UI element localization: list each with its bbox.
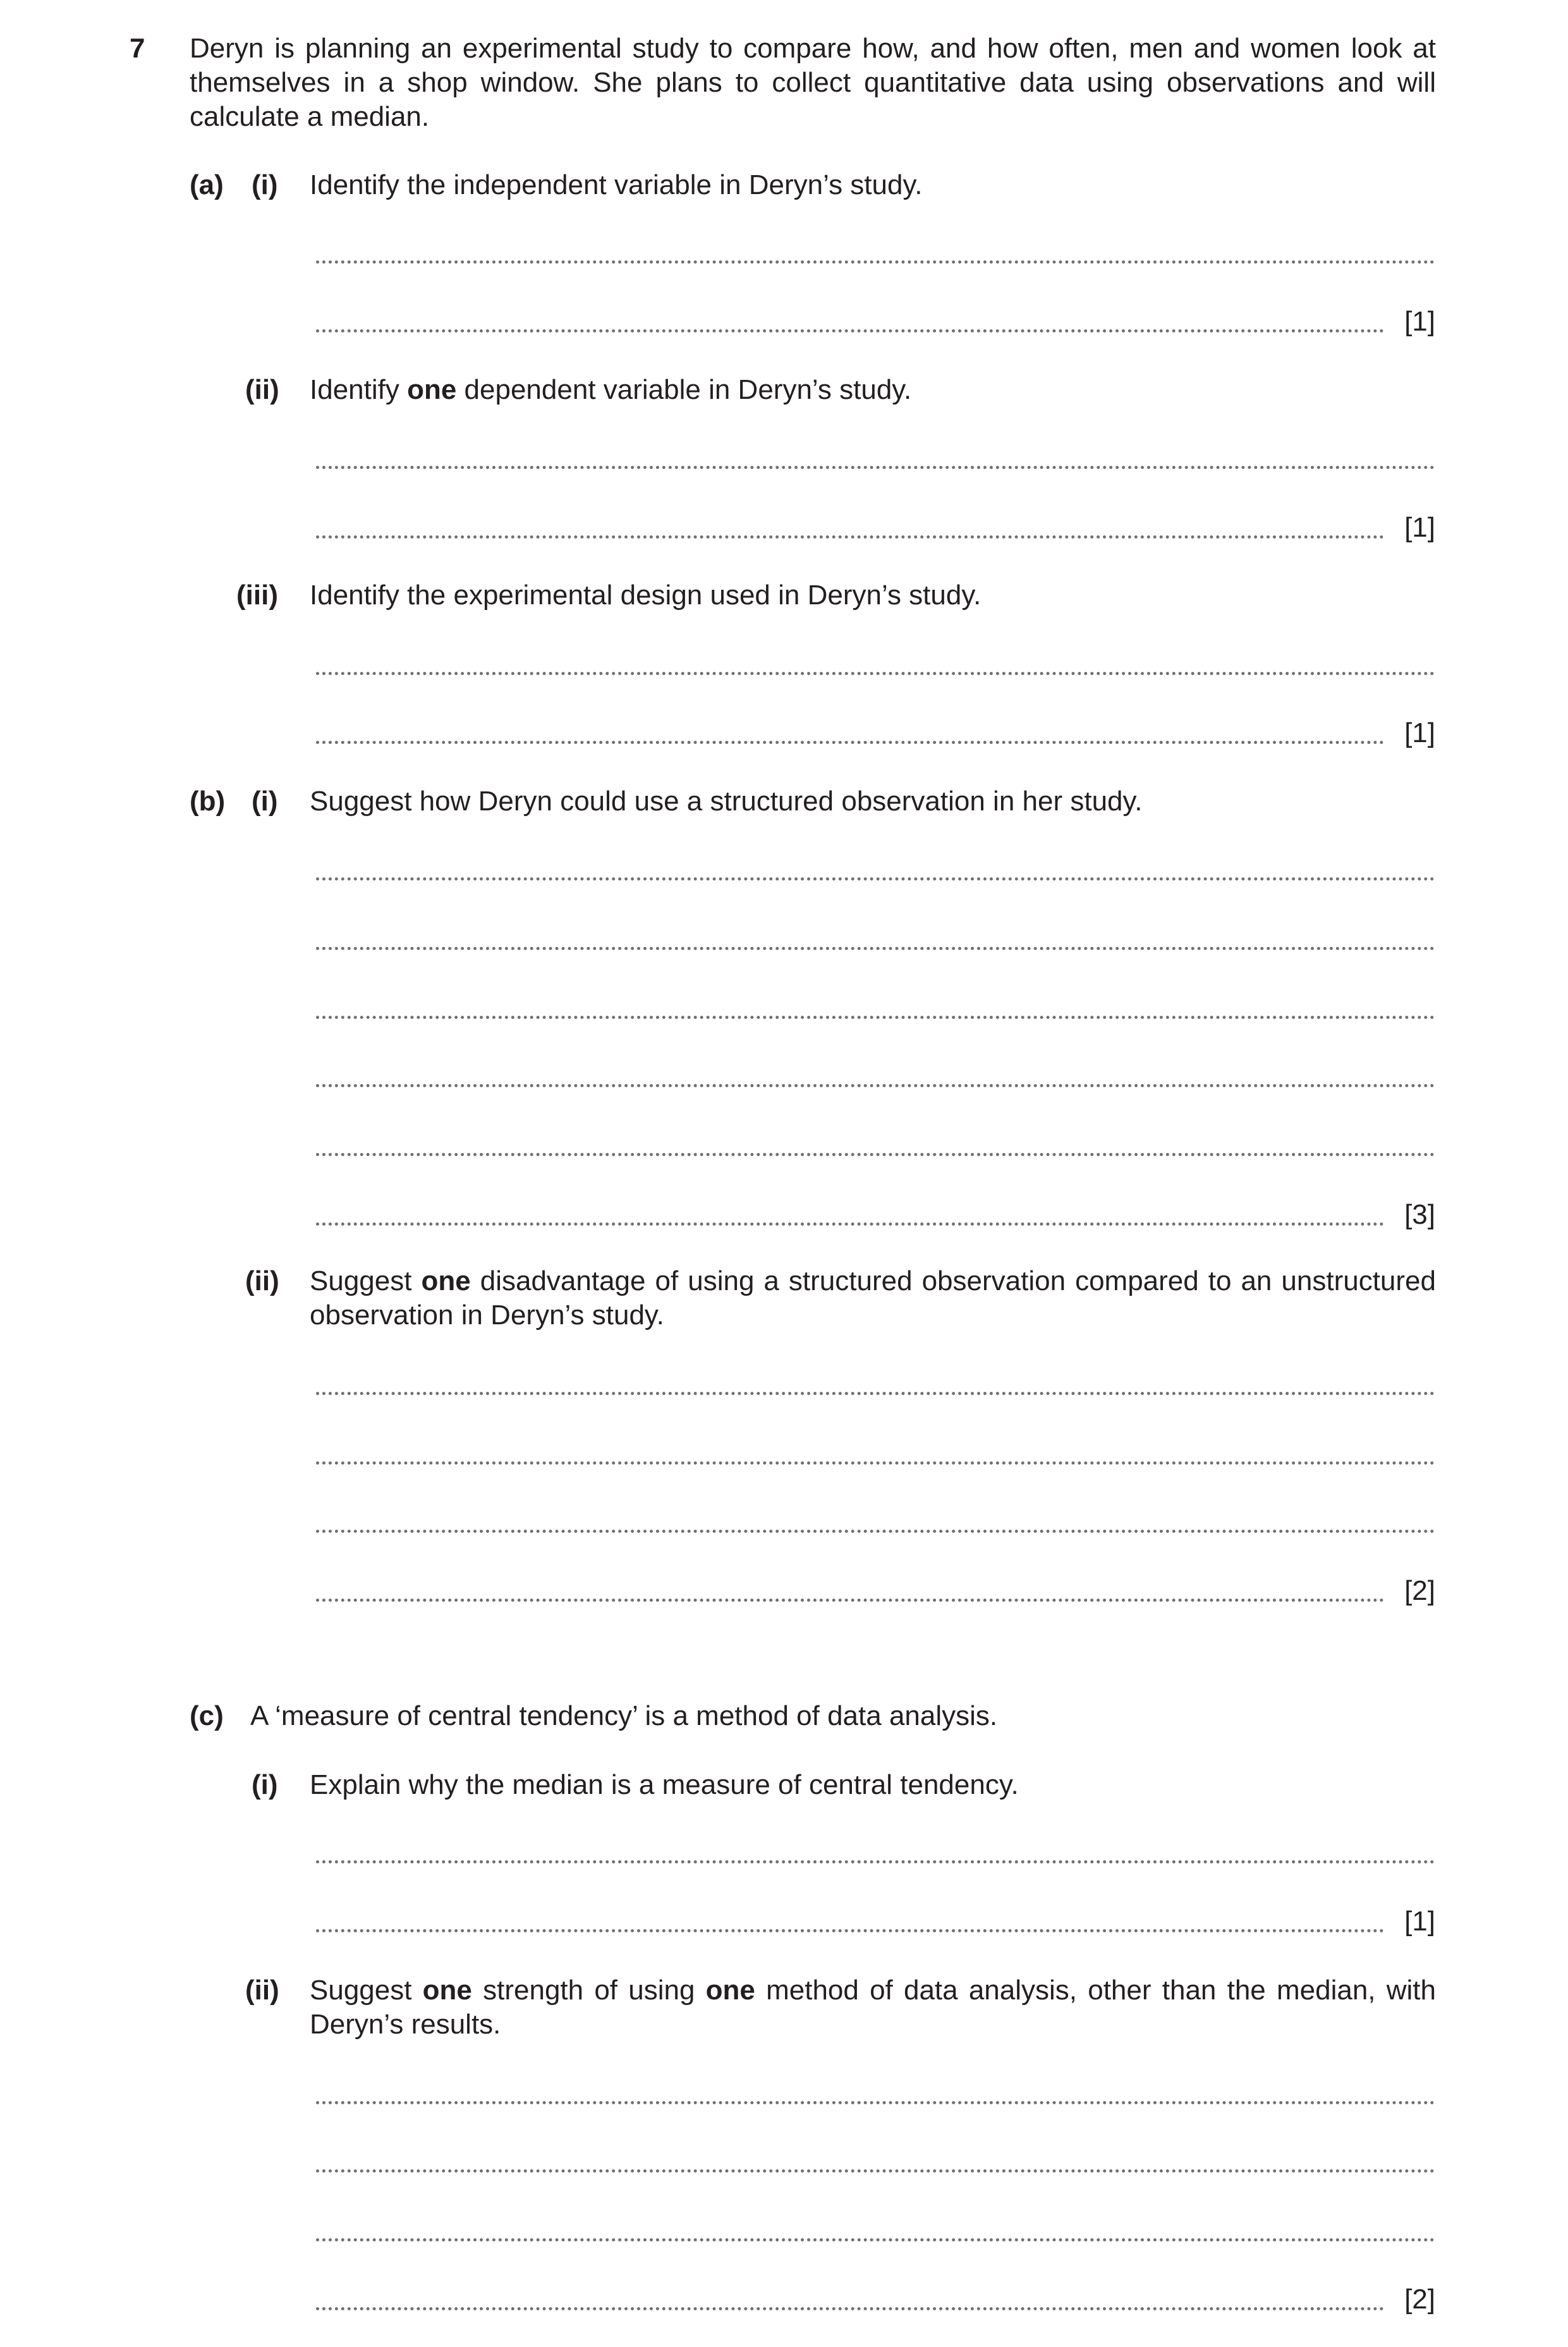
answer-line[interactable] bbox=[316, 672, 1435, 675]
answer-line[interactable] bbox=[316, 877, 1435, 881]
answer-line[interactable] bbox=[316, 1153, 1435, 1156]
part-b-label: (b) bbox=[190, 786, 226, 817]
answer-line[interactable] bbox=[316, 947, 1435, 950]
question-number: 7 bbox=[130, 33, 145, 64]
part-b-i-label: (i) bbox=[252, 786, 278, 817]
answer-line[interactable] bbox=[316, 1860, 1435, 1863]
answer-line[interactable] bbox=[316, 1222, 1384, 1226]
marks-badge: [1] bbox=[1404, 512, 1435, 543]
part-c-ii-label: (ii) bbox=[245, 1975, 279, 2006]
answer-line[interactable] bbox=[316, 466, 1435, 469]
answer-line[interactable] bbox=[316, 2169, 1435, 2173]
part-c-ii-prompt: Suggest one strength of using one method of data analysis, other than the median, with Deryn’s results. bbox=[310, 1975, 1436, 2040]
marks-badge: [1] bbox=[1404, 306, 1435, 337]
answer-line[interactable] bbox=[316, 535, 1384, 539]
part-a-i-label: (i) bbox=[252, 169, 278, 200]
answer-line[interactable] bbox=[316, 260, 1435, 264]
part-b-ii-prompt: Suggest one disadvantage of using a structured observation compared to an unstructured observation in Deryn’s study. bbox=[310, 1265, 1436, 1331]
part-a-ii-prompt: Identify one dependent variable in Deryn’s study. bbox=[310, 374, 912, 405]
marks-badge: [1] bbox=[1404, 717, 1435, 748]
answer-line[interactable] bbox=[316, 1929, 1384, 1932]
marks-badge: [2] bbox=[1404, 2284, 1435, 2315]
answer-line[interactable] bbox=[316, 2307, 1384, 2310]
part-c-label: (c) bbox=[190, 1700, 224, 1731]
marks-badge: [1] bbox=[1404, 1906, 1435, 1937]
answer-line[interactable] bbox=[316, 741, 1384, 744]
answer-line[interactable] bbox=[316, 2238, 1435, 2241]
answer-line[interactable] bbox=[316, 1084, 1435, 1087]
answer-line[interactable] bbox=[316, 1392, 1435, 1395]
answer-line[interactable] bbox=[316, 1461, 1435, 1465]
part-c-i-label: (i) bbox=[252, 1769, 278, 1800]
part-a-ii-label: (ii) bbox=[245, 374, 279, 405]
answer-line[interactable] bbox=[316, 1599, 1384, 1602]
part-a-i-prompt: Identify the independent variable in Deryn’s study. bbox=[310, 169, 923, 200]
part-c-i-prompt: Explain why the median is a measure of central tendency. bbox=[310, 1769, 1019, 1800]
part-a-iii-label: (iii) bbox=[236, 580, 278, 611]
part-a-iii-prompt: Identify the experimental design used in Deryn’s study. bbox=[310, 580, 982, 611]
question-stem: Deryn is planning an experimental study to compare how, and how often, men and women look at themselves in a shop window. She plans to collect quantitative data using observations and will calculate a median. bbox=[190, 33, 1436, 132]
marks-badge: [3] bbox=[1404, 1199, 1435, 1230]
part-c-intro: A ‘measure of central tendency’ is a method of data analysis. bbox=[250, 1700, 998, 1731]
answer-line[interactable] bbox=[316, 329, 1384, 332]
answer-line[interactable] bbox=[316, 1530, 1435, 1533]
answer-line[interactable] bbox=[316, 1016, 1435, 1019]
part-a-label: (a) bbox=[190, 169, 224, 200]
part-b-i-prompt: Suggest how Deryn could use a structured observation in her study. bbox=[310, 786, 1143, 817]
answer-line[interactable] bbox=[316, 2101, 1435, 2104]
marks-badge: [2] bbox=[1404, 1575, 1435, 1606]
part-b-ii-label: (ii) bbox=[245, 1265, 279, 1296]
